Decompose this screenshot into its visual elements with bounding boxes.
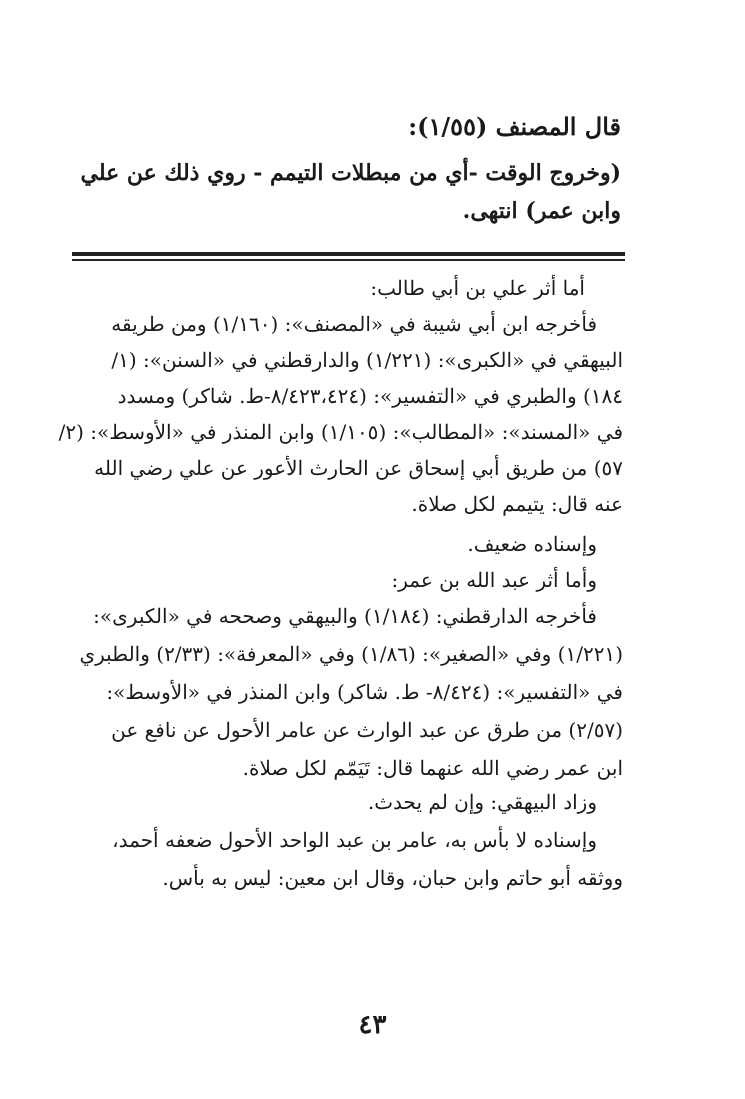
body-line-6: ٥٧) من طريق أبي إسحاق عن الحارث الأعور عن علي رضي الله	[94, 456, 623, 480]
quote-line-1: (وخروج الوقت -أي من مبطلات التيمم - روي ذلك عن علي	[80, 160, 621, 186]
body-line-17: ووثقه أبو حاتم وابن حبان، وقال ابن معين: ليس به بأس.	[162, 866, 623, 890]
section-heading: قال المصنف (١/٥٥):	[408, 112, 621, 141]
separator-rule-thick	[72, 252, 625, 256]
body-line-4: ١٨٤) والطبري في «التفسير»: (٨/٤٢٣،٤٢٤-ط. شاكر) ومسدد	[117, 384, 623, 408]
separator-rule-thin	[72, 259, 625, 261]
quote-line-2: وابن عمر) انتهى.	[462, 198, 621, 224]
body-line-16: وإسناده لا بأس به، عامر بن عبد الواحد الأحول ضعفه أحمد،	[112, 828, 597, 852]
body-line-10: فأخرجه الدارقطني: (١/١٨٤) والبيهقي وصححه في «الكبرى»:	[93, 604, 597, 628]
body-line-13: (٢/٥٧) من طرق عن عبد الوارث عن عامر الأحول عن نافع عن	[111, 718, 623, 742]
body-line-8: وإسناده ضعيف.	[467, 532, 597, 556]
body-line-2: فأخرجه ابن أبي شيبة في «المصنف»: (١/١٦٠) ومن طريقه	[111, 312, 597, 336]
body-line-5: في «المسند»: «المطالب»: (١/١٠٥) وابن المنذر في «الأوسط»: (٢/	[58, 420, 623, 444]
body-line-12: في «التفسير»: (٨/٤٢٤- ط. شاكر) وابن المنذر في «الأوسط»:	[106, 680, 623, 704]
page-number: ٤٣	[358, 1010, 387, 1040]
body-line-9: وأما أثر عبد الله بن عمر:	[391, 568, 597, 592]
body-line-1: أما أثر علي بن أبي طالب:	[370, 276, 585, 300]
body-line-14: ابن عمر رضي الله عنهما قال: تَيَمّم لكل صلاة.	[242, 756, 623, 780]
body-line-15: وزاد البيهقي: وإن لم يحدث.	[367, 790, 597, 814]
body-line-11: (١/٢٢١) وفي «الصغير»: (١/٨٦) وفي «المعرفة»: (٢/٣٣) والطبري	[79, 642, 623, 666]
body-line-3: البيهقي في «الكبرى»: (١/٢٢١) والدارقطني في «السنن»: (١/	[111, 348, 623, 372]
body-line-7: عنه قال: يتيمم لكل صلاة.	[411, 492, 623, 516]
